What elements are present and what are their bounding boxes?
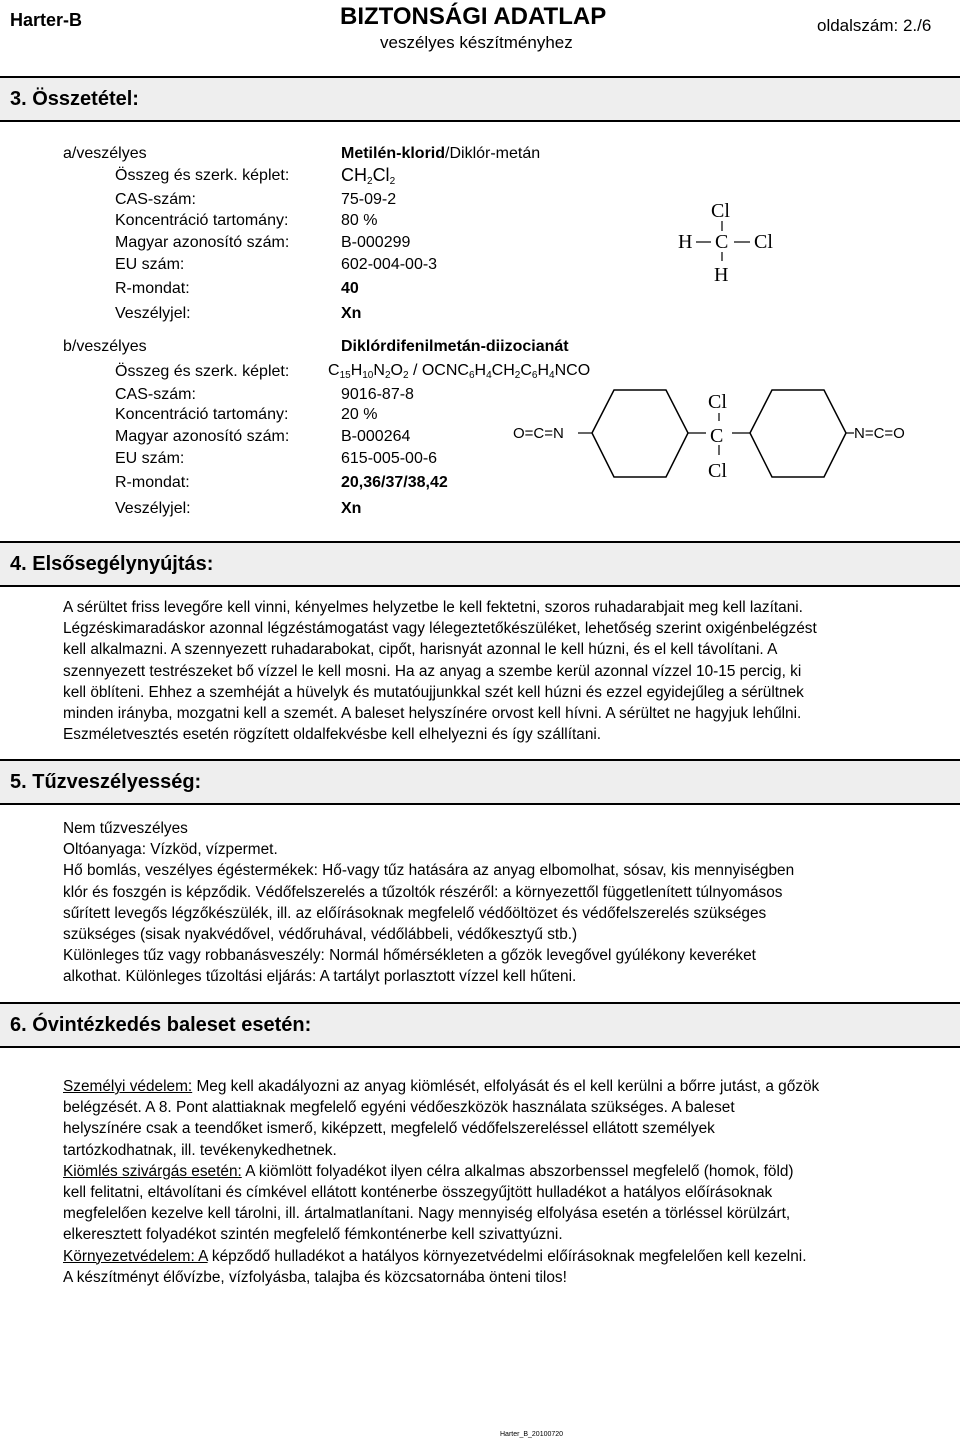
- struct2-bottom: Cl: [708, 460, 727, 482]
- text-line: tartózkodhatnak, ill. tevékenykedhetnek.: [63, 1141, 337, 1159]
- structure-diisocyanate: [510, 385, 930, 495]
- structure-methylene-chloride: [670, 195, 780, 290]
- text-line: elkeresztett folyadékot szintén megfelelő fémkonténerbe kell szivattyúzni.: [63, 1226, 563, 1244]
- text-line: kell alkalmazni. A szennyezett ruhadarabokat, cipőt, harisnyát azonnal le kell húzni, és el kell távolítani. A: [63, 641, 778, 659]
- section-3-title: 3. Összetétel:: [10, 88, 139, 110]
- text-line: megfelelően kezelve kell tárolni, ill. ártalmatlanítani. Nagy mennyiség elfolyása esetén a törléssel körülzárt,: [63, 1205, 791, 1223]
- text-line: Légzéskimaradáskor azonnal légzéstámogatást vagy lélegeztetőkészüléket, lehetőség szerint oxigénbelégzést: [63, 620, 817, 638]
- struct1-left: H: [678, 231, 693, 253]
- component-b-eu-label: EU szám:: [115, 450, 185, 467]
- document-header: [0, 0, 960, 58]
- component-a-hu: B-000299: [341, 234, 411, 251]
- text-line: szennyezett testrészeket bő vízzel le kell mosni. Ha az anyag a szembe kerül azonnal vízzel 10-15 percig, ki: [63, 662, 802, 680]
- component-b-hu-label: Magyar azonosító szám:: [115, 428, 290, 445]
- company-name: Harter-B: [10, 10, 83, 30]
- fire-hazard-text: [63, 818, 953, 988]
- accident-measures-text: [63, 1076, 953, 1288]
- struct1-top: Cl: [711, 200, 730, 222]
- component-b-sym-label: Veszélyjel:: [115, 500, 191, 517]
- page-number: oldalszám: 2./6: [817, 16, 932, 35]
- text-line: Nem tűzveszélyes: [63, 820, 188, 837]
- section-5-title: 5. Tűzveszélyesség:: [10, 771, 202, 793]
- section-6-header: [0, 1002, 960, 1048]
- footer-doc-id: Harter_B_20100720: [500, 1431, 564, 1438]
- struct2-right-group: N=C=O: [854, 425, 905, 442]
- text-line: Különleges tűz vagy robbanásveszély: Normál hőmérsékleten a gőzök levegővel gyúlékony keveréket: [63, 947, 756, 965]
- text-line: A készítményt élővízbe, vízfolyásba, talajba és közcsatornába önteni tilos!: [63, 1268, 567, 1286]
- environment-line: Környezetvédelem: A képződő hulladékot a hatályos környezetvédelmi előírásoknak megfelelően kell kezelni.: [63, 1247, 807, 1265]
- component-b-conc-label: Koncentráció tartomány:: [115, 406, 289, 423]
- text-line: A sérültet friss levegőre kell vinni, kényelmes helyzetbe le kell fektetni, szoros ruhadarabjait meg kell lazítani.: [63, 599, 803, 616]
- component-a-conc: 80 %: [341, 212, 378, 229]
- text-line: Oltóanyaga: Vízköd, vízpermet.: [63, 841, 278, 859]
- component-b-hu: B-000264: [341, 428, 411, 445]
- component-a-r-label: R-mondat:: [115, 280, 190, 297]
- component-a-hu-label: Magyar azonosító szám:: [115, 234, 290, 251]
- struct2-center: C: [710, 425, 724, 447]
- component-a-name: Metilén-klorid/Diklór-metán: [341, 145, 541, 162]
- text-line: szükséges (sisak nyakvédővel, védőruhával, védőlábbeli, védőkesztyű stb.): [63, 926, 578, 944]
- component-b-conc: 20 %: [341, 406, 378, 423]
- component-b-formula-label: Összeg és szerk. képlet:: [115, 363, 290, 380]
- component-b-cas: 9016-87-8: [341, 386, 414, 403]
- text-line: minden irányba, mozgatni kell a szemét. A baleset helyszínére orvost kell hívni. A sérültet ne hagyjuk lehűlni.: [63, 705, 802, 723]
- component-b-cas-label: CAS-szám:: [115, 386, 196, 403]
- text-line: klór és foszgén is képződik. Védőfelszerelés a tűzoltók részéről: a környezettől függetlenített túlnyomásos: [63, 883, 783, 901]
- component-a-eu: 602-004-00-3: [341, 256, 438, 273]
- section-5-header: [0, 759, 960, 805]
- component-a-cas: 75-09-2: [341, 191, 397, 208]
- section-4-title: 4. Elsősegélynyújtás:: [10, 553, 214, 575]
- document-subtitle: veszélyes készítményhez: [380, 33, 573, 52]
- struct1-right: Cl: [754, 231, 773, 253]
- component-a-r: 40: [341, 280, 359, 297]
- text-line: Eszméletvesztés esetén rögzített oldalfekvésbe kell elhelyezni és így szállítani.: [63, 726, 602, 744]
- struct2-left-group: O=C=N: [513, 425, 564, 442]
- component-b-r: 20,36/37/38,42: [341, 474, 448, 491]
- spill-label: Kiömlés szivárgás esetén:: [63, 1162, 242, 1180]
- component-a-formula-label: Összeg és szerk. képlet:: [115, 167, 290, 184]
- component-a-eu-label: EU szám:: [115, 256, 185, 273]
- component-a-sym-label: Veszélyjel:: [115, 305, 191, 322]
- section-4-header: [0, 541, 960, 587]
- component-a-type: a/veszélyes: [63, 145, 147, 162]
- text-line: sűrített levegős légzőkészülék, ill. az előírásoknak megfelelő védőöltözet és védőfelszerelés szükséges: [63, 904, 767, 922]
- personal-protection-line: Személyi védelem: Meg kell akadályozni az anyag kiömlését, elfolyását és el kell kerülni a bőrre jutást, a gőzök: [63, 1078, 820, 1095]
- component-a-cas-label: CAS-szám:: [115, 191, 196, 208]
- spill-line: Kiömlés szivárgás esetén: A kiömlött folyadékot ilyen célra alkalmas abszorbenssel megfelelő (homok, föld): [63, 1162, 794, 1180]
- component-b-sym: Xn: [341, 500, 362, 517]
- component-b-eu: 615-005-00-6: [341, 450, 438, 467]
- text-line: alkothat. Különleges tűzoltási eljárás: A tartályt porlasztott vízzel kell hűteni.: [63, 968, 577, 986]
- text-line: kell felitatni, eltávolítani és címkével ellátott konténerbe összegyűjtött hulladékot a hatályos előírásoknak: [63, 1184, 773, 1202]
- struct2-top: Cl: [708, 391, 727, 413]
- first-aid-text: [63, 597, 953, 745]
- text-line: kell öblíteni. Ehhez a szemhéját a hüvelyk és mutatóujjunkkal szét kell húzni és ezzel egyidejűleg a sérültnek: [63, 683, 804, 701]
- struct1-bottom: H: [714, 264, 729, 286]
- component-b-r-label: R-mondat:: [115, 474, 190, 491]
- component-b-name: Diklórdifenilmetán-diizocianát: [341, 338, 569, 355]
- component-b-formula: $C_{15}H_{10}N_2O_2$ / $OCNC_6H_4CH_2C_6H_4NCO$: [328, 362, 591, 381]
- component-a-sym: Xn: [341, 305, 362, 322]
- environment-label: Környezetvédelem: A: [63, 1247, 208, 1265]
- component-b-type: b/veszélyes: [63, 338, 147, 355]
- component-a-conc-label: Koncentráció tartomány:: [115, 212, 289, 229]
- personal-protection-label: Személyi védelem:: [63, 1078, 193, 1095]
- text-line: helyszínére csak a teendőket ismerő, kiképzett, megfelelő védőfelszereléssel ellátott személyek: [63, 1120, 715, 1138]
- struct1-center: C: [715, 231, 729, 253]
- component-a-formula: $CH_2Cl_2$: [341, 165, 396, 187]
- section-3-header: [0, 76, 960, 122]
- text-line: belégzését. A 8. Pont alattiaknak megfelelő egyéni védőeszközök használata szükséges. A baleset: [63, 1099, 735, 1117]
- document-title: BIZTONSÁGI ADATLAP: [340, 3, 607, 30]
- text-line: Hő bomlás, veszélyes égéstermékek: Hő-vagy tűz hatására az anyag elbomolhat, sósav, kis mennyiségben: [63, 862, 795, 880]
- section-6-title: 6. Óvintézkedés baleset esetén:: [10, 1014, 312, 1036]
